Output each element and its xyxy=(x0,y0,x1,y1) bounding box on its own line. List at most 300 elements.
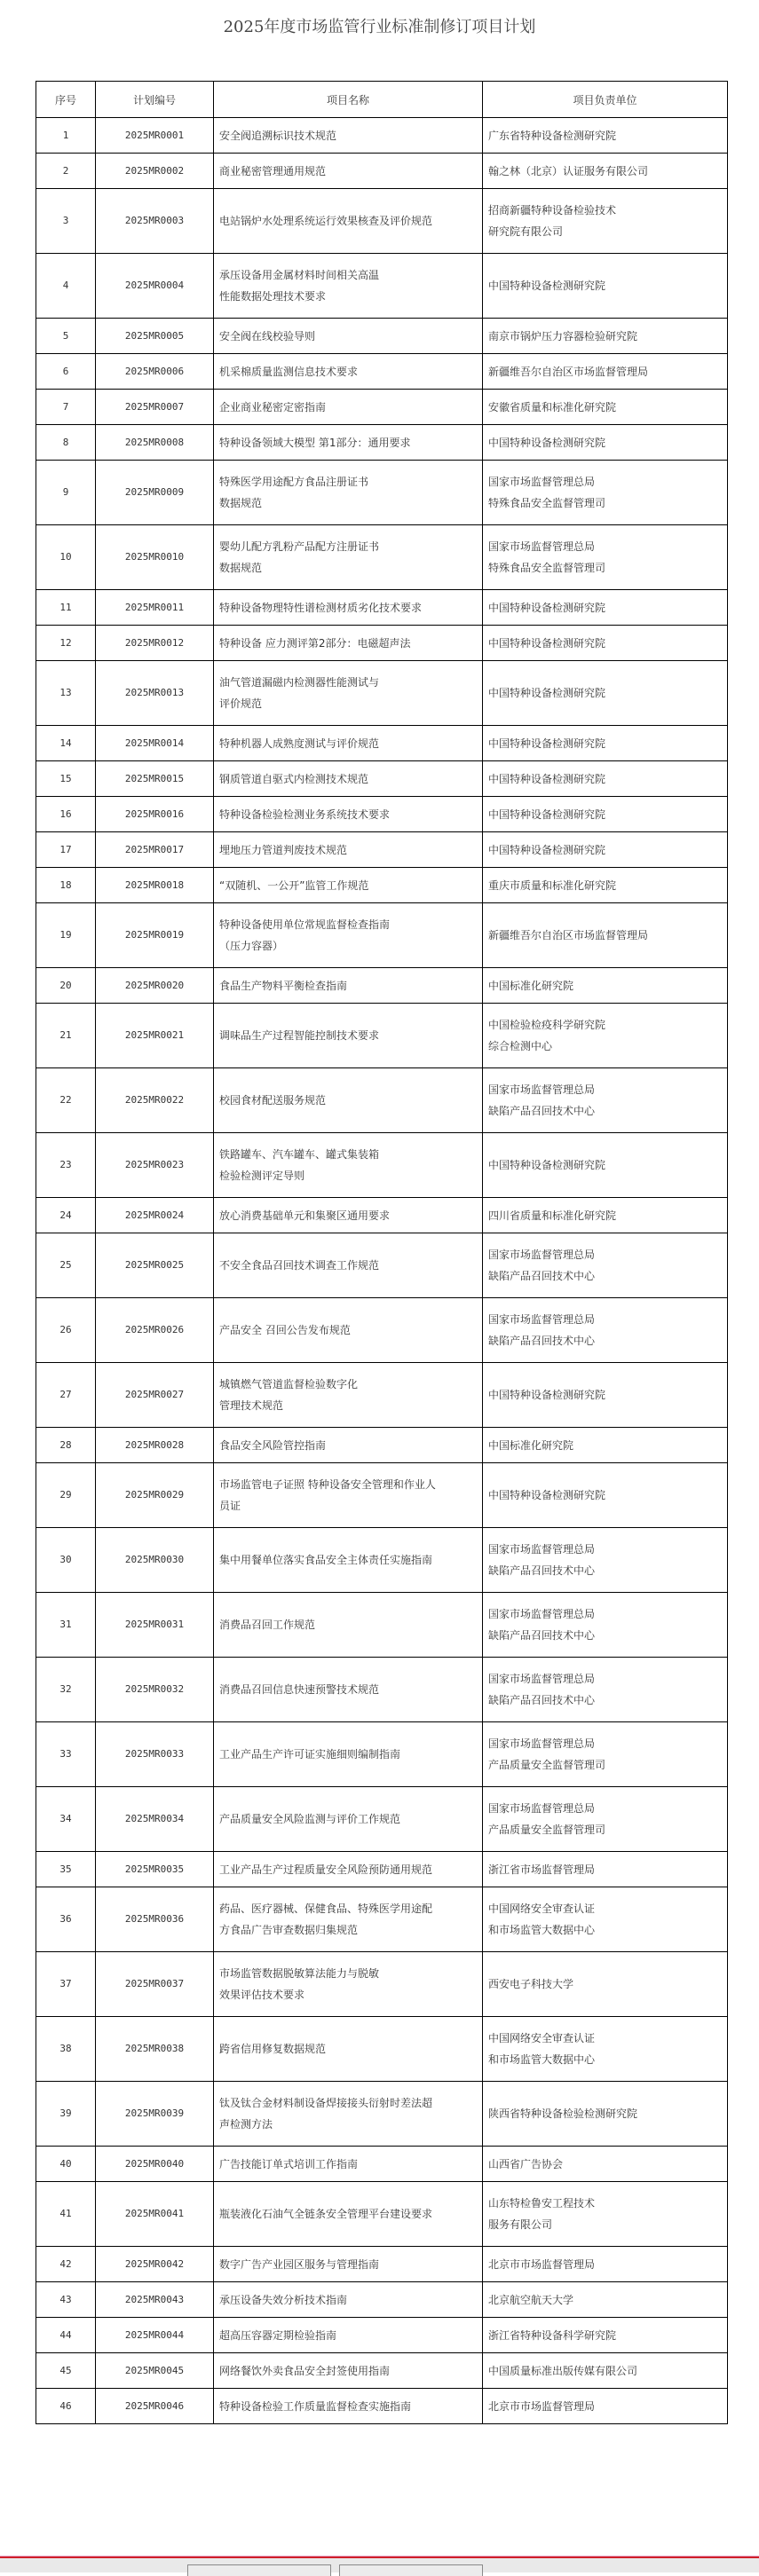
cell-responsible-unit-line: 广东省特种设备检测研究院 xyxy=(488,129,617,142)
cell-responsible-unit-line: 和市场监管大数据中心 xyxy=(488,1924,596,1936)
table-row xyxy=(36,390,728,425)
cell-responsible-unit-line: 缺陷产品召回技术中心 xyxy=(488,1270,596,1282)
cell-project-name-line: 机采棉质量监测信息技术要求 xyxy=(219,365,359,378)
cell-index: 3 xyxy=(36,189,96,254)
cell-plan-code: 2025MR0043 xyxy=(96,2282,214,2318)
cell-project-name xyxy=(214,868,483,903)
cell-responsible-unit xyxy=(483,2282,728,2318)
cell-responsible-unit-line: 山东特检鲁安工程技术 xyxy=(488,2197,596,2210)
table-row xyxy=(36,868,728,903)
cell-project-name-line: 广告技能订单式培训工作指南 xyxy=(219,2157,359,2170)
cell-plan-code: 2025MR0026 xyxy=(96,1298,214,1363)
cell-responsible-unit-line: 新疆维吾尔自治区市场监督管理局 xyxy=(488,929,649,941)
cell-responsible-unit-line: 四川省质量和标准化研究院 xyxy=(488,1209,617,1222)
cell-plan-code: 2025MR0031 xyxy=(96,1593,214,1658)
cell-project-name-line: 校园食材配送服务规范 xyxy=(219,1094,327,1107)
cell-responsible-unit-line: 中国特种设备检测研究院 xyxy=(488,1389,606,1401)
cell-project-name-line: 承压设备失效分析技术指南 xyxy=(219,2293,348,2306)
cell-index: 16 xyxy=(36,797,96,832)
cell-responsible-unit xyxy=(483,2182,728,2247)
cell-plan-code: 2025MR0019 xyxy=(96,903,214,968)
cell-index: 8 xyxy=(36,425,96,461)
table-row xyxy=(36,2353,728,2389)
cell-project-name-line: 评价规范 xyxy=(219,697,263,710)
table-row xyxy=(36,797,728,832)
cell-project-name xyxy=(214,390,483,425)
cell-responsible-unit xyxy=(483,189,728,254)
cell-responsible-unit-line: 中国特种设备检测研究院 xyxy=(488,737,606,750)
cell-project-name xyxy=(214,354,483,390)
cell-responsible-unit xyxy=(483,390,728,425)
cell-index: 42 xyxy=(36,2247,96,2282)
cell-plan-code: 2025MR0013 xyxy=(96,661,214,726)
cell-responsible-unit-line: 缺陷产品召回技术中心 xyxy=(488,1564,596,1577)
cell-project-name-line: 数据规范 xyxy=(219,497,263,509)
cell-index: 30 xyxy=(36,1528,96,1593)
cell-index: 25 xyxy=(36,1233,96,1298)
cell-plan-code: 2025MR0029 xyxy=(96,1463,214,1528)
table-row xyxy=(36,319,728,354)
cell-plan-code: 2025MR0012 xyxy=(96,626,214,661)
cell-responsible-unit xyxy=(483,1887,728,1952)
cell-plan-code: 2025MR0015 xyxy=(96,761,214,797)
cell-responsible-unit-line: 国家市场监督管理总局 xyxy=(488,1802,596,1815)
cell-project-name xyxy=(214,154,483,189)
cell-plan-code: 2025MR0037 xyxy=(96,1952,214,2017)
cell-index: 31 xyxy=(36,1593,96,1658)
cell-project-name-line: 药品、医疗器械、保健食品、特殊医学用途配 xyxy=(219,1902,433,1915)
cell-project-name-line: 数据规范 xyxy=(219,562,263,574)
cell-project-name-line: （压力容器） xyxy=(219,940,284,952)
cell-responsible-unit-line: 浙江省特种设备科学研究院 xyxy=(488,2328,617,2342)
cell-responsible-unit xyxy=(483,118,728,154)
cell-responsible-unit-line: 安徽省质量和标准化研究院 xyxy=(488,400,617,414)
cell-plan-code: 2025MR0040 xyxy=(96,2147,214,2182)
cell-responsible-unit-line: 中国特种设备检测研究院 xyxy=(488,687,606,699)
cell-responsible-unit xyxy=(483,797,728,832)
cell-responsible-unit-line: 中国质量标准出版传媒有限公司 xyxy=(488,2364,638,2377)
header-plan-code: 计划编号 xyxy=(96,82,214,118)
cell-responsible-unit-line: 国家市场监督管理总局 xyxy=(488,1673,596,1685)
cell-plan-code: 2025MR0014 xyxy=(96,726,214,761)
cell-project-name-line: 网络餐饮外卖食品安全封签使用指南 xyxy=(219,2364,391,2377)
cell-responsible-unit-line: 中国标准化研究院 xyxy=(488,1438,574,1452)
cell-responsible-unit xyxy=(483,868,728,903)
cell-responsible-unit-line: 国家市场监督管理总局 xyxy=(488,540,596,553)
cell-project-name xyxy=(214,2082,483,2147)
cell-project-name xyxy=(214,832,483,868)
cell-project-name-line: 放心消费基础单元和集聚区通用要求 xyxy=(219,1209,391,1222)
table-row xyxy=(36,1787,728,1852)
cell-project-name-line: 城镇燃气管道监督检验数字化 xyxy=(219,1378,359,1390)
cell-project-name-line: 婴幼儿配方乳粉产品配方注册证书 xyxy=(219,540,380,553)
cell-responsible-unit xyxy=(483,1068,728,1133)
table-row xyxy=(36,1198,728,1233)
cell-responsible-unit xyxy=(483,2353,728,2389)
table-row xyxy=(36,525,728,590)
cell-responsible-unit xyxy=(483,968,728,1004)
cell-index: 17 xyxy=(36,832,96,868)
table-row xyxy=(36,1952,728,2017)
cell-plan-code: 2025MR0027 xyxy=(96,1363,214,1428)
cell-index: 19 xyxy=(36,903,96,968)
cell-plan-code: 2025MR0007 xyxy=(96,390,214,425)
cell-index: 18 xyxy=(36,868,96,903)
cell-responsible-unit-line: 中国特种设备检测研究院 xyxy=(488,280,606,292)
cell-responsible-unit xyxy=(483,2247,728,2282)
cell-responsible-unit-line: 陕西省特种设备检验检测研究院 xyxy=(488,2107,638,2120)
cell-responsible-unit xyxy=(483,461,728,525)
cell-project-name-line: 方食品广告审查数据归集规范 xyxy=(219,1924,359,1936)
cell-project-name xyxy=(214,1198,483,1233)
cell-responsible-unit-line: 国家市场监督管理总局 xyxy=(488,1737,596,1750)
cell-project-name xyxy=(214,968,483,1004)
table-row xyxy=(36,2147,728,2182)
cell-project-name xyxy=(214,1952,483,2017)
cell-index: 9 xyxy=(36,461,96,525)
cell-index: 13 xyxy=(36,661,96,726)
cell-responsible-unit xyxy=(483,1593,728,1658)
cell-responsible-unit-line: 中国特种设备检测研究院 xyxy=(488,807,606,821)
cell-project-name xyxy=(214,1233,483,1298)
cell-project-name-line: 电站锅炉水处理系统运行效果核查及评价规范 xyxy=(219,215,433,227)
cell-index: 45 xyxy=(36,2353,96,2389)
cell-responsible-unit-line: 南京市锅炉压力容器检验研究院 xyxy=(488,329,638,343)
cell-project-name xyxy=(214,1852,483,1887)
cell-project-name xyxy=(214,189,483,254)
cell-project-name-line: 特种机器人成熟度测试与评价规范 xyxy=(219,737,380,750)
cell-responsible-unit-line: 中国网络安全审查认证 xyxy=(488,2032,596,2044)
cell-project-name xyxy=(214,1004,483,1068)
cell-project-name xyxy=(214,2353,483,2389)
cell-project-name xyxy=(214,726,483,761)
cell-project-name-line: 超高压容器定期检验指南 xyxy=(219,2328,337,2342)
cell-project-name xyxy=(214,254,483,319)
table-row xyxy=(36,2247,728,2282)
cell-index: 5 xyxy=(36,319,96,354)
page-title: 2025年度市场监管行业标准制修订项目计划 xyxy=(223,18,536,36)
table-row xyxy=(36,1852,728,1887)
cell-plan-code: 2025MR0021 xyxy=(96,1004,214,1068)
cell-project-name-line: 声检测方法 xyxy=(219,2118,273,2131)
cell-responsible-unit-line: 浙江省市场监督管理局 xyxy=(488,1863,596,1876)
table-row xyxy=(36,118,728,154)
table-row xyxy=(36,1068,728,1133)
cell-responsible-unit-line: 翰之林（北京）认证服务有限公司 xyxy=(488,164,649,177)
cell-responsible-unit xyxy=(483,1428,728,1463)
cell-plan-code: 2025MR0033 xyxy=(96,1722,214,1787)
cell-project-name-line: 性能数据处理技术要求 xyxy=(219,290,327,303)
table-row xyxy=(36,254,728,319)
cell-project-name-line: 铁路罐车、汽车罐车、罐式集装箱 xyxy=(219,1148,380,1161)
cell-index: 28 xyxy=(36,1428,96,1463)
cell-responsible-unit xyxy=(483,590,728,626)
cell-project-name-line: 跨省信用修复数据规范 xyxy=(219,2043,327,2055)
cell-responsible-unit xyxy=(483,661,728,726)
cell-project-name xyxy=(214,525,483,590)
cell-responsible-unit xyxy=(483,1233,728,1298)
cell-plan-code: 2025MR0009 xyxy=(96,461,214,525)
cell-index: 26 xyxy=(36,1298,96,1363)
cell-project-name xyxy=(214,2182,483,2247)
header-responsible-unit: 项目负责单位 xyxy=(483,82,728,118)
cell-project-name xyxy=(214,319,483,354)
cell-responsible-unit-line: 缺陷产品召回技术中心 xyxy=(488,1105,596,1117)
cell-plan-code: 2025MR0002 xyxy=(96,154,214,189)
cell-project-name xyxy=(214,2318,483,2353)
cell-index: 36 xyxy=(36,1887,96,1952)
cell-index: 20 xyxy=(36,968,96,1004)
cell-responsible-unit-line: 中国网络安全审查认证 xyxy=(488,1902,596,1915)
table-row xyxy=(36,968,728,1004)
cell-responsible-unit-line: 和市场监管大数据中心 xyxy=(488,2053,596,2066)
cell-plan-code: 2025MR0039 xyxy=(96,2082,214,2147)
cell-project-name xyxy=(214,1887,483,1952)
cell-responsible-unit-line: 北京航空航天大学 xyxy=(488,2293,574,2306)
cell-index: 44 xyxy=(36,2318,96,2353)
cell-plan-code: 2025MR0020 xyxy=(96,968,214,1004)
table-row xyxy=(36,354,728,390)
cell-responsible-unit xyxy=(483,1133,728,1198)
cell-responsible-unit-line: 中国标准化研究院 xyxy=(488,979,574,992)
cell-index: 39 xyxy=(36,2082,96,2147)
cell-responsible-unit xyxy=(483,1852,728,1887)
cell-index: 35 xyxy=(36,1852,96,1887)
table-row xyxy=(36,1363,728,1428)
table-row xyxy=(36,2082,728,2147)
header-index: 序号 xyxy=(36,82,96,118)
table-row xyxy=(36,661,728,726)
cell-project-name-line: 瓶装液化石油气全链条安全管理平台建设要求 xyxy=(219,2208,433,2220)
cell-project-name-line: 食品生产物料平衡检查指南 xyxy=(219,979,348,992)
header-project-name: 项目名称 xyxy=(214,82,483,118)
cell-responsible-unit xyxy=(483,1787,728,1852)
cell-plan-code: 2025MR0042 xyxy=(96,2247,214,2282)
cell-plan-code: 2025MR0023 xyxy=(96,1133,214,1198)
table-row xyxy=(36,590,728,626)
cell-project-name-line: 特种设备 应力测评第2部分：电磁超声法 xyxy=(219,636,411,650)
cell-plan-code: 2025MR0046 xyxy=(96,2389,214,2424)
cell-responsible-unit xyxy=(483,1658,728,1722)
cell-project-name-line: “双随机、一公开”监管工作规范 xyxy=(219,878,369,892)
cell-project-name xyxy=(214,1068,483,1133)
cell-responsible-unit xyxy=(483,2389,728,2424)
table-row xyxy=(36,425,728,461)
cell-project-name-line: 商业秘密管理通用规范 xyxy=(219,164,327,177)
cell-responsible-unit xyxy=(483,626,728,661)
cell-responsible-unit xyxy=(483,832,728,868)
cell-responsible-unit-line: 产品质量安全监督管理司 xyxy=(488,1824,606,1836)
cell-responsible-unit-line: 特殊食品安全监督管理司 xyxy=(488,497,606,509)
cell-project-name-line: 消费品召回工作规范 xyxy=(219,1619,316,1631)
cell-plan-code: 2025MR0004 xyxy=(96,254,214,319)
cell-index: 22 xyxy=(36,1068,96,1133)
cell-plan-code: 2025MR0028 xyxy=(96,1428,214,1463)
cell-index: 24 xyxy=(36,1198,96,1233)
cell-project-name xyxy=(214,626,483,661)
cell-plan-code: 2025MR0022 xyxy=(96,1068,214,1133)
cell-plan-code: 2025MR0017 xyxy=(96,832,214,868)
table-row xyxy=(36,1004,728,1068)
table-row xyxy=(36,2389,728,2424)
cell-plan-code: 2025MR0005 xyxy=(96,319,214,354)
table-row xyxy=(36,1133,728,1198)
cell-index: 29 xyxy=(36,1463,96,1528)
cell-plan-code: 2025MR0034 xyxy=(96,1787,214,1852)
table-row xyxy=(36,2318,728,2353)
cell-project-name-line: 钛及钛合金材料制设备焊接接头衍射时差法超 xyxy=(219,2097,433,2109)
cell-responsible-unit-line: 中国特种设备检测研究院 xyxy=(488,601,606,614)
cell-plan-code: 2025MR0032 xyxy=(96,1658,214,1722)
cell-project-name xyxy=(214,590,483,626)
table-row xyxy=(36,1722,728,1787)
cell-project-name xyxy=(214,2147,483,2182)
cell-project-name-line: 油气管道漏磁内检测器性能测试与 xyxy=(219,676,380,689)
cell-project-name xyxy=(214,797,483,832)
cell-project-name-line: 特种设备检验检测业务系统技术要求 xyxy=(219,807,391,821)
table-row xyxy=(36,1298,728,1363)
cell-project-name xyxy=(214,761,483,797)
cell-responsible-unit xyxy=(483,1298,728,1363)
cell-project-name-line: 不安全食品召回技术调查工作规范 xyxy=(219,1259,380,1272)
cell-responsible-unit-line: 中国检验检疫科学研究院 xyxy=(488,1019,606,1031)
cell-project-name-line: 工业产品生产许可证实施细则编制指南 xyxy=(219,1748,401,1761)
table-row xyxy=(36,1658,728,1722)
table-row xyxy=(36,2017,728,2082)
table-row xyxy=(36,903,728,968)
cell-plan-code: 2025MR0030 xyxy=(96,1528,214,1593)
cell-project-name-line: 产品质量安全风险监测与评价工作规范 xyxy=(219,1813,401,1825)
cell-index: 14 xyxy=(36,726,96,761)
cell-responsible-unit xyxy=(483,2017,728,2082)
table-row xyxy=(36,2182,728,2247)
cell-plan-code: 2025MR0036 xyxy=(96,1887,214,1952)
cell-project-name-line: 企业商业秘密定密指南 xyxy=(219,400,327,414)
cell-plan-code: 2025MR0008 xyxy=(96,425,214,461)
cell-project-name-line: 检验检测评定导则 xyxy=(219,1170,305,1182)
cell-responsible-unit-line: 西安电子科技大学 xyxy=(488,1978,574,1990)
table-row xyxy=(36,1528,728,1593)
cell-plan-code: 2025MR0001 xyxy=(96,118,214,154)
cell-responsible-unit-line: 中国特种设备检测研究院 xyxy=(488,1159,606,1171)
cell-responsible-unit-line: 国家市场监督管理总局 xyxy=(488,1543,596,1556)
cell-responsible-unit-line: 服务有限公司 xyxy=(488,2218,553,2231)
cell-project-name-line: 员证 xyxy=(219,1500,241,1512)
bottom-toolbar xyxy=(0,2556,759,2572)
cell-responsible-unit-line: 研究院有限公司 xyxy=(488,225,564,238)
cell-project-name xyxy=(214,1658,483,1722)
cell-responsible-unit xyxy=(483,1952,728,2017)
cell-project-name-line: 市场监管电子证照 特种设备安全管理和作业人 xyxy=(219,1478,436,1491)
cell-responsible-unit xyxy=(483,1198,728,1233)
cell-project-name-line: 特种设备使用单位常规监督检查指南 xyxy=(219,918,391,931)
cell-responsible-unit-line: 产品质量安全监督管理司 xyxy=(488,1759,606,1771)
cell-index: 46 xyxy=(36,2389,96,2424)
cell-project-name xyxy=(214,1133,483,1198)
cell-responsible-unit xyxy=(483,2082,728,2147)
cell-responsible-unit xyxy=(483,2147,728,2182)
cell-project-name-line: 特种设备检验工作质量监督检查实施指南 xyxy=(219,2399,412,2413)
cell-project-name xyxy=(214,2017,483,2082)
standards-plan-table xyxy=(36,81,728,2424)
table-row xyxy=(36,626,728,661)
cell-plan-code: 2025MR0045 xyxy=(96,2353,214,2389)
table-row xyxy=(36,761,728,797)
cell-responsible-unit-line: 中国特种设备检测研究院 xyxy=(488,843,606,856)
cell-project-name xyxy=(214,425,483,461)
cell-index: 23 xyxy=(36,1133,96,1198)
cell-index: 41 xyxy=(36,2182,96,2247)
table-row xyxy=(36,189,728,254)
cell-project-name-line: 产品安全 召回公告发布规范 xyxy=(219,1324,351,1336)
cell-responsible-unit-line: 缺陷产品召回技术中心 xyxy=(488,1694,596,1706)
cell-responsible-unit-line: 综合检测中心 xyxy=(488,1040,553,1052)
table-row xyxy=(36,1593,728,1658)
cell-project-name-line: 工业产品生产过程质量安全风险预防通用规范 xyxy=(219,1863,433,1876)
table-row xyxy=(36,832,728,868)
cell-project-name-line: 食品安全风险管控指南 xyxy=(219,1438,327,1452)
cell-plan-code: 2025MR0003 xyxy=(96,189,214,254)
cell-plan-code: 2025MR0041 xyxy=(96,2182,214,2247)
cell-responsible-unit-line: 招商新疆特种设备检验技术 xyxy=(488,204,617,217)
cell-responsible-unit xyxy=(483,1528,728,1593)
table-row xyxy=(36,1428,728,1463)
cell-project-name xyxy=(214,1363,483,1428)
cell-project-name xyxy=(214,1787,483,1852)
cell-project-name xyxy=(214,1593,483,1658)
cell-index: 40 xyxy=(36,2147,96,2182)
cell-project-name-line: 调味品生产过程智能控制技术要求 xyxy=(219,1029,380,1042)
cell-project-name xyxy=(214,1528,483,1593)
cell-plan-code: 2025MR0035 xyxy=(96,1852,214,1887)
cell-plan-code: 2025MR0006 xyxy=(96,354,214,390)
cell-responsible-unit xyxy=(483,154,728,189)
cell-responsible-unit-line: 中国特种设备检测研究院 xyxy=(488,636,606,650)
cell-responsible-unit-line: 特殊食品安全监督管理司 xyxy=(488,562,606,574)
cell-responsible-unit-line: 中国特种设备检测研究院 xyxy=(488,436,606,449)
table-row xyxy=(36,726,728,761)
cell-index: 12 xyxy=(36,626,96,661)
table-row xyxy=(36,461,728,525)
cell-project-name xyxy=(214,2389,483,2424)
cell-plan-code: 2025MR0010 xyxy=(96,525,214,590)
cell-index: 34 xyxy=(36,1787,96,1852)
cell-responsible-unit-line: 缺陷产品召回技术中心 xyxy=(488,1629,596,1642)
cell-responsible-unit xyxy=(483,525,728,590)
cell-project-name xyxy=(214,661,483,726)
cell-index: 2 xyxy=(36,154,96,189)
cell-plan-code: 2025MR0038 xyxy=(96,2017,214,2082)
cell-responsible-unit xyxy=(483,354,728,390)
cell-responsible-unit-line: 国家市场监督管理总局 xyxy=(488,1083,596,1096)
cell-project-name-line: 数字广告产业园区服务与管理指南 xyxy=(219,2257,380,2271)
cell-responsible-unit-line: 中国特种设备检测研究院 xyxy=(488,1489,606,1501)
cell-project-name xyxy=(214,2247,483,2282)
cell-project-name xyxy=(214,1428,483,1463)
cell-responsible-unit xyxy=(483,726,728,761)
cell-index: 27 xyxy=(36,1363,96,1428)
cell-plan-code: 2025MR0011 xyxy=(96,590,214,626)
cell-project-name-line: 管理技术规范 xyxy=(219,1399,284,1412)
table-row xyxy=(36,1233,728,1298)
cell-responsible-unit xyxy=(483,1463,728,1528)
cell-index: 7 xyxy=(36,390,96,425)
cell-responsible-unit-line: 国家市场监督管理总局 xyxy=(488,1313,596,1326)
cell-responsible-unit xyxy=(483,1722,728,1787)
cell-responsible-unit-line: 重庆市质量和标准化研究院 xyxy=(488,878,617,892)
cell-index: 10 xyxy=(36,525,96,590)
cell-index: 11 xyxy=(36,590,96,626)
